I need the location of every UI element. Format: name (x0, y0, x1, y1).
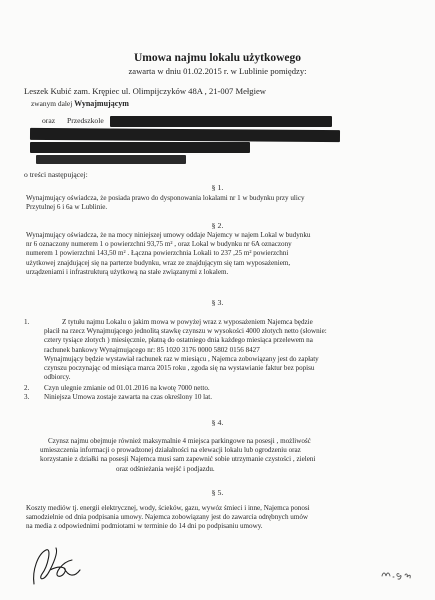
paragraph-line: użytkowej znajdującej się na parterze budynku, wraz ze znajdującym się tam wyposażeniem, (26, 258, 291, 267)
paragraph-line: na media z odpowiednimi podmiotami w terminie do 14 dni po podpisaniu umowy. (26, 522, 263, 531)
paragraph-line: Wynajmujący będzie wystawiał rachunek raz w miesiącu , Najemca zobowiązany jest do zapłaty (44, 354, 319, 363)
paragraph-line: rachunek bankowy Wynajmującego nr: 85 1020 3176 0000 5802 0156 8427 (44, 345, 260, 354)
document-title: Umowa najmu lokalu użytkowego (133, 52, 302, 64)
paragraph-line: samodzielnie od dnia podpisania umowy. Najemca zobowiązany jest do zawarcia odrębnych umów (26, 513, 309, 522)
redaction-block (36, 155, 186, 164)
intro-text: o treści następującej: (24, 170, 88, 179)
paragraph-line: płacił na rzecz Wynajmującego jednolitą stawkę czynszu w wysokości 4000 złotych netto (słownie: (44, 327, 327, 336)
list-number: 3. (24, 393, 30, 401)
paragraph-line: umieszczenia informacji o prowadzonej działalności na elewacji lokalu lub ogrodzeniu oraz (40, 446, 301, 455)
section-1-body (26, 194, 421, 212)
section-3-item-1 (44, 318, 429, 382)
paragraph-line: numerem 1 powierzchni 143,50 m² . Łączna powierzchnia Lokali to 237 ,25 m² powierzchni (26, 249, 289, 258)
list-number: 1. (24, 318, 30, 326)
paragraph-line: urządzeniami i infrastrukturą użytkową na stałe związanymi z lokalem. (26, 267, 229, 276)
section-5-heading: § 5. (211, 488, 224, 497)
section-3-item-2: Czyn ulegnie zmianie od 01.01.2016 na kwotę 7000 netto. (44, 384, 210, 392)
redaction-block (30, 142, 250, 153)
paragraph-line: oraz odśnieżania wejść i podjazdu. (116, 464, 215, 473)
section-1-heading: § 1. (211, 183, 224, 192)
section-3-heading: § 3. (211, 298, 224, 307)
paragraph-line: Koszty mediów tj. energii elektrycznej, wody, ścieków, gazu, wywóz śmieci i inne, Najemca ponosi (26, 504, 310, 512)
section-5-body (26, 504, 426, 532)
handwritten-initials (380, 566, 416, 580)
tenant-prefix: Przedszkole (67, 116, 104, 125)
tenant-conjunction: oraz (42, 116, 56, 125)
handwritten-signature (28, 540, 88, 590)
landlord-role-prefix: zwanym dalej (31, 99, 73, 108)
paragraph-line: Wynajmujący oświadcza, że posiada prawo do dysponowania lokalami nr 1 w budynku przy ulicy (26, 194, 305, 202)
redaction-block (110, 116, 332, 127)
paragraph-line: nr 6 oznaczony numerem 1 o powierzchni 93,75 m² , oraz Lokal w budynku nr 6A oznaczony (26, 240, 292, 249)
paragraph-line: Przytulnej 6 i 6a w Lublinie. (26, 203, 108, 212)
section-2-heading: § 2. (211, 221, 224, 230)
redaction-block (30, 128, 340, 142)
section-3-item-3: Niniejsza Umowa zostaje zawarta na czas określony 10 lat. (44, 393, 213, 401)
paragraph-line: Wynajmujący oświadcza, że na mocy niniejszej umowy oddaje Najemcy w najem Lokal w budynku (26, 231, 311, 239)
document-subtitle: zawarta w dniu 01.02.2015 r. w Lublinie pomiędzy: (128, 66, 307, 76)
section-2-body (26, 231, 421, 277)
landlord-role-name: Wynajmującym (74, 99, 129, 108)
section-4-heading: § 4. (211, 418, 224, 427)
landlord-role (31, 99, 129, 108)
paragraph-line: odbiorcy. (44, 373, 71, 382)
paragraph-line: cztery tysiące złotych ) miesięcznie, płatną do ostatniego dnia każdego miesiąca przelewem na (44, 336, 313, 345)
paragraph-line: korzystanie z działki na posesji Najemca musi sam zapewnić sobie utrzymanie czystości , zieleni (40, 455, 316, 464)
landlord-details: Leszek Kubić zam. Krępiec ul. Olimpijczyków 48A , 21-007 Mełgiew (24, 86, 266, 96)
list-number: 2. (24, 384, 30, 392)
paragraph-line: Czynsz najmu obejmuje również maksymalnie 4 miejsca parkingowe na posesji , możliwość (48, 437, 311, 445)
paragraph-line: Z tytułu najmu Lokalu o jakim mowa w powyżej wraz z wyposażeniem Najemca będzie (62, 318, 313, 326)
paragraph-line: czynszu poczynając od miesiąca marca 2015 roku , zgoda się na wystawianie faktur bez popisu (44, 364, 315, 373)
section-4-body (40, 437, 430, 474)
